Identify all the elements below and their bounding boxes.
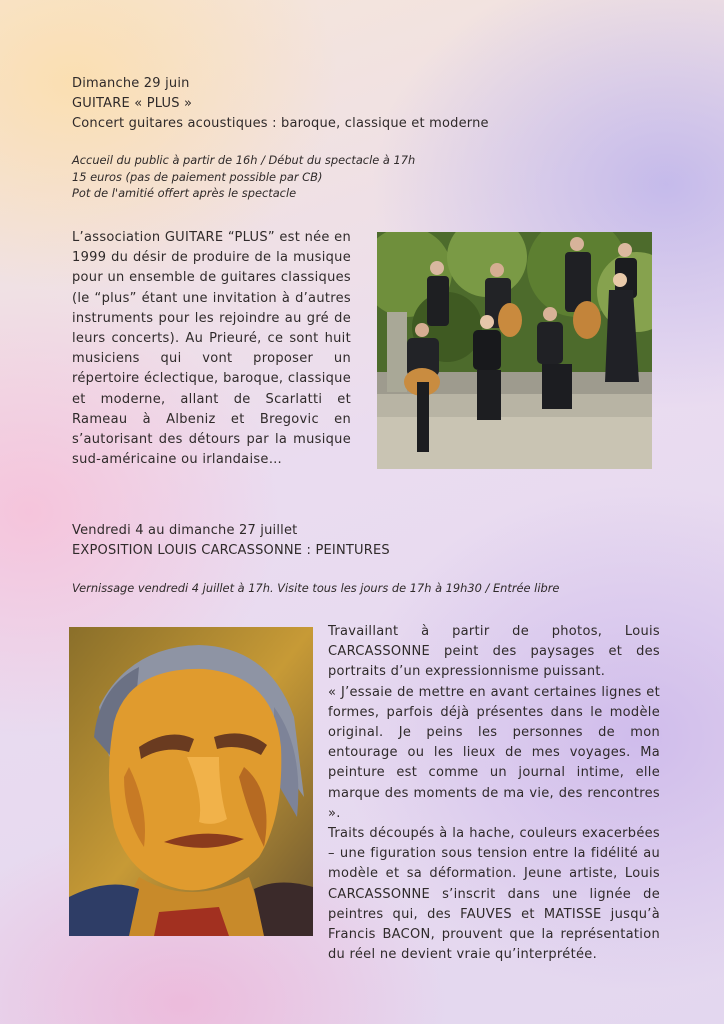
event2-title: EXPOSITION LOUIS CARCASSONNE : PEINTURES <box>72 543 390 558</box>
event1-subtitle: Concert guitares acoustiques : baroque, classique et moderne <box>72 116 489 131</box>
event1-description: L’association GUITARE “PLUS” est née en 1999 du désir de produire de la musique pour un ensemble de guitares classiques (le “plus” étant une invitation à d’autres instruments pour les rejoindre au gré de leurs concerts). Au Prieuré, ce sont huit musiciens qui vont proposer un répertoire éclectique, baroque, classique et moderne, allant de Scarlatti et Rameau à Albeniz et Bregovic en s’autorisant des détours par la musique sud-américaine ou irlandaise… <box>72 230 351 468</box>
event2-description-block <box>328 622 660 965</box>
event1-info-line: Pot de l'amitié offert après le spectacle <box>72 186 297 200</box>
event1-date: Dimanche 29 juin <box>72 76 190 91</box>
event1-description-block <box>72 228 351 470</box>
event2-info: Vernissage vendredi 4 juillet à 17h. Visite tous les jours de 17h à 19h30 / Entrée libre <box>72 581 560 595</box>
event2-paragraph-2: « J’essaie de mettre en avant certaines lignes et formes, parfois déjà présentes dans le modèle original. Je peins les personnes de mon entourage ou les lieux de mes voyages. Ma peinture est comme un journal intime, elle marque des moments de ma vie, des rencontres ». <box>328 684 660 821</box>
event2-paragraph-1: Travaillant à partir de photos, Louis CARCASSONNE peint des paysages et des portraits d’un expressionnisme puissant. <box>328 624 660 680</box>
event1-title: GUITARE « PLUS » <box>72 96 193 111</box>
event1-header <box>72 74 489 134</box>
event1-info-line: Accueil du public à partir de 16h / Début du spectacle à 17h <box>72 153 416 167</box>
event1-info-line: 15 euros (pas de paiement possible par CB) <box>72 169 323 184</box>
event2-header <box>72 521 390 561</box>
event2-paragraph-3: Traits découpés à la hache, couleurs exacerbées – une figuration sous tension entre la fidélité au modèle et sa déformation. Jeune artiste, Louis CARCASSONNE s’inscrit dans une lignée de peintres qui, des FAUVES et MATISSE jusqu’à Francis BACON, prouvent que la représentation du réel ne devient vraie qu’interprétée. <box>328 826 660 963</box>
guitar-group-photo <box>377 232 652 469</box>
event2-date: Vendredi 4 au dimanche 27 juillet <box>72 523 298 538</box>
event1-info <box>72 152 415 202</box>
louis-carcassonne-portrait-painting <box>69 627 313 936</box>
